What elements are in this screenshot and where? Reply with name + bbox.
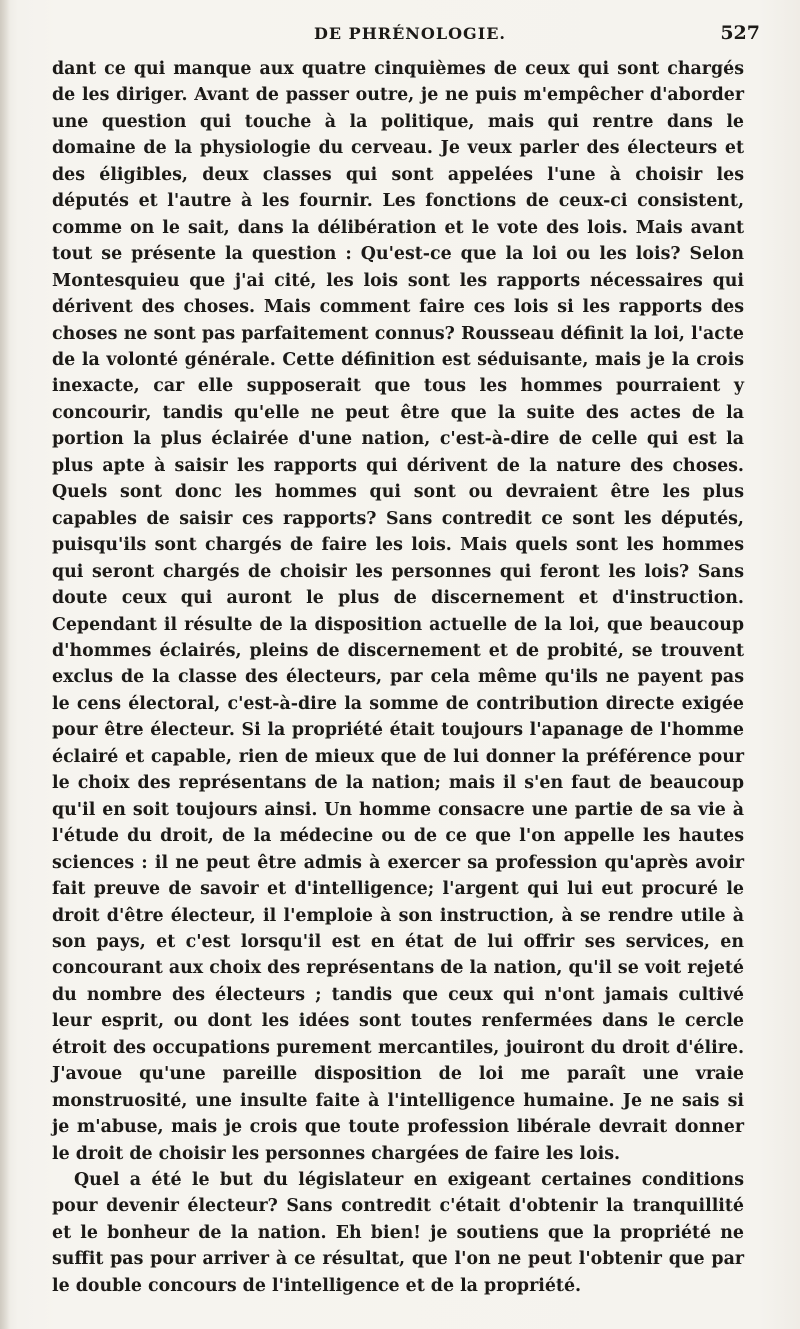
running-title: DE PHRÉNOLOGIE. [314, 24, 506, 43]
page-number: 527 [720, 22, 760, 44]
binding-shadow [0, 0, 10, 1329]
running-head [60, 22, 760, 52]
body-text [52, 56, 744, 1299]
paragraph: Quel a été le but du législateur en exigeant certaines conditions pour devenir électeur? Sans contredit c'était d'obtenir la tranquillité et le bonheur de la nation. Eh bien! je soutiens que la propriété ne suffit pas pour arriver à ce résultat, que l'on ne peut l'obtenir que par le double concours de l'intelligence et de la propriété. [52, 1170, 744, 1296]
paragraph: dant ce qui manque aux quatre cinquièmes de ceux qui sont chargés de les diriger. Avant de passer outre, je ne puis m'empêcher d'aborder une question qui touche à la politique, mais qui rentre dans le domaine de la physiologie du cerveau. Je veux parler des électeurs et des éligibles, deux classes qui sont appelées l'une à choisir les députés et l'autre à les fournir. Les fonctions de ceux-ci consistent, comme on le sait, dans la délibération et le vote des lois. Mais avant tout se présente la question : Qu'est-ce que la loi ou les lois? Selon Montesquieu que j'ai cité, les lois sont les rapports nécessaires qui dérivent des choses. Mais comment faire ces lois si les rapports des choses ne sont pas parfaitement connus? Rousseau définit la loi, l'acte de la volonté générale. Cette définition est séduisante, mais je la crois inexacte, car elle supposerait que tous les hommes pourraient y concourir, tandis qu'elle ne peut être que la suite des actes de la portion la plus éclairée d'une nation, c'est-à-dire de celle qui est la plus apte à saisir les rapports qui dérivent de la nature des choses. Quels sont donc les hommes qui sont ou devraient être les plus capables de saisir ces rapports? Sans contredit ce sont les députés, puisqu'ils sont chargés de faire les lois. Mais quels sont les hommes qui seront chargés de choisir les personnes qui feront les lois? Sans doute ceux qui auront le plus de discernement et d'instruction. Cependant il résulte de la disposition actuelle de la loi, que beaucoup d'hommes éclairés, pleins de discernement et de probité, se trouvent exclus de la classe des électeurs, par cela même qu'ils ne payent pas le cens électoral, c'est-à-dire la somme de contribution directe exigée pour être électeur. Si la propriété était toujours l'apanage de l'homme éclairé et capable, rien de mieux que de lui donner la préférence pour le choix des représentans de la nation; mais il s'en faut de beaucoup qu'il en soit toujours ainsi. Un homme consacre une partie de sa vie à l'étude du droit, de la médecine ou de ce que l'on appelle les hautes sciences : il ne peut être admis à exercer sa profession qu'après avoir fait preuve de savoir et d'intelligence; l'argent qui lui eut procuré le droit d'être électeur, il l'emploie à son instruction, à se rendre utile à son pays, et c'est lorsqu'il est en état de lui offrir ses services, en concourant aux choix des représentans de la nation, qu'il se voit rejeté du nombre des électeurs ; tandis que ceux qui n'ont jamais cultivé leur esprit, ou dont les idées sont toutes renfermées dans le cercle étroit des occupations purement mercantiles, jouiront du droit d'élire. J'avoue qu'une pareille disposition de loi me paraît une vraie monstruosité, une insulte faite à l'intelligence humaine. Je ne sais si je m'abuse, mais je crois que toute profession libérale devrait donner le droit de choisir les personnes chargées de faire les lois. [52, 59, 744, 1164]
